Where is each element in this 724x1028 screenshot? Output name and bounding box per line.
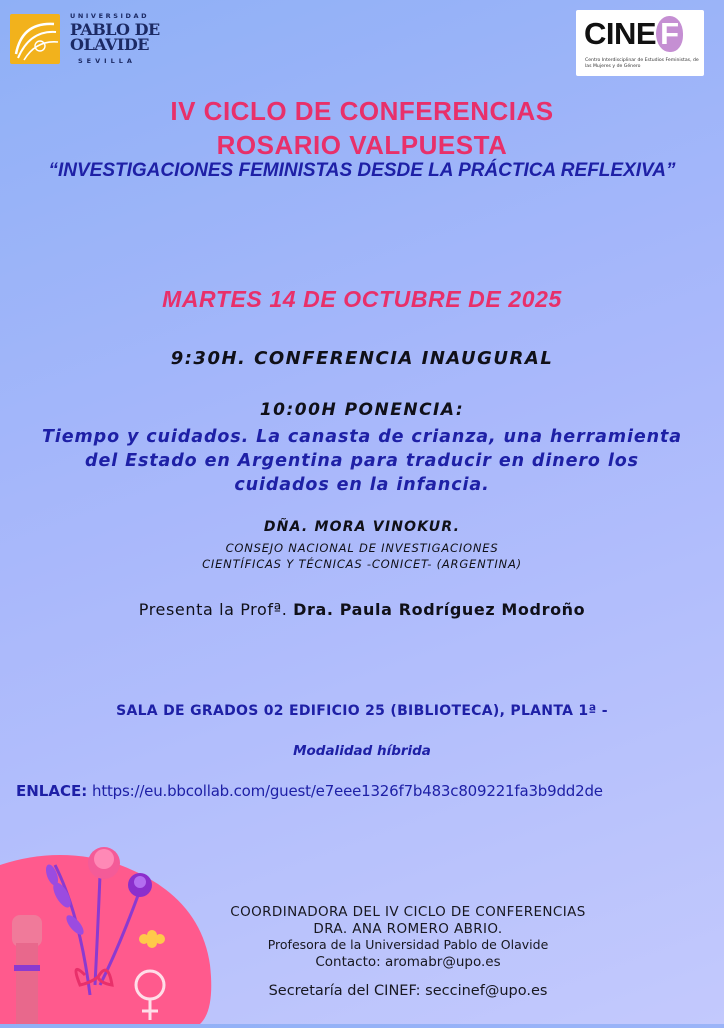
pink-flower-icon — [88, 847, 120, 879]
ponencia-label: 10:00H PONENCIA: — [259, 400, 465, 420]
modality: Modalidad híbrida — [293, 743, 431, 759]
cinef-word-main: CINE — [584, 16, 657, 51]
secretaria-email: Secretaría del CINEF: seccinef@upo.es — [268, 983, 548, 999]
title-line-2: ROSARIO VALPUESTA — [216, 130, 508, 160]
event-link[interactable]: https://eu.bbcollab.com/guest/e7eee1326f7b483c809221fa3b9dd2de — [92, 782, 603, 800]
upo-emblem-icon — [10, 14, 60, 64]
speaker-name: DÑA. MORA VINOKUR. — [263, 519, 461, 535]
cinef-word-f: F — [656, 16, 682, 52]
cinef-wordmark — [584, 16, 683, 52]
cinef-logo — [576, 10, 704, 76]
flowers-illustration — [0, 835, 220, 1024]
speaker-institution — [0, 540, 724, 572]
subtitle: “INVESTIGACIONES FEMINISTAS DESDE LA PRÁCTICA REFLEXIVA” — [48, 160, 676, 181]
coordinator-line-1: COORDINADORA DEL IV CICLO DE CONFERENCIAS — [230, 904, 586, 920]
venue-room: SALA DE GRADOS 02 EDIFICIO 25 (BIBLIOTECA), PLANTA 1ª - — [116, 703, 608, 719]
inaugural-conference: 9:30H. CONFERENCIA INAUGURAL — [170, 348, 554, 369]
presenter-prefix: Presenta la Profª. — [138, 600, 288, 619]
purple-flower-icon — [128, 873, 152, 897]
link-line — [16, 782, 716, 800]
presenter-line — [0, 600, 724, 619]
upo-logo — [10, 12, 160, 68]
cinef-caption: Centro Interdisciplinar de Estudios Feministas, de las Mujeres y de Género — [585, 58, 699, 69]
fist-icon — [12, 915, 42, 1024]
presenter-name: Dra. Paula Rodríguez Modroño — [293, 600, 586, 619]
link-label: ENLACE: — [16, 782, 88, 800]
institution-line-2: CIENTÍFICAS Y TÉCNICAS -CONICET- (ARGENTINA) — [202, 557, 522, 571]
upo-name: PABLO DE OLAVIDE — [70, 20, 160, 54]
ponencia-title: Tiempo y cuidados. La canasta de crianza, una herramienta del Estado en Argentina para traducir en dinero los cuidados en la infancia. — [42, 427, 682, 495]
coordinator-affiliation: Profesora de la Universidad Pablo de Olavide — [267, 937, 549, 952]
title-line-1: IV CICLO DE CONFERENCIAS — [170, 96, 554, 126]
event-date: MARTES 14 DE OCTUBRE DE 2025 — [162, 286, 562, 312]
coordinator-line-2: DRA. ANA ROMERO ABRIO. — [313, 920, 503, 937]
upo-bottom-text: SEVILLA — [78, 57, 136, 65]
upo-top-text: UNIVERSIDAD — [70, 12, 150, 20]
footer — [206, 904, 610, 1000]
institution-line-1: CONSEJO NACIONAL DE INVESTIGACIONES — [225, 541, 499, 555]
contact-email: Contacto: aromabr@upo.es — [315, 953, 501, 970]
